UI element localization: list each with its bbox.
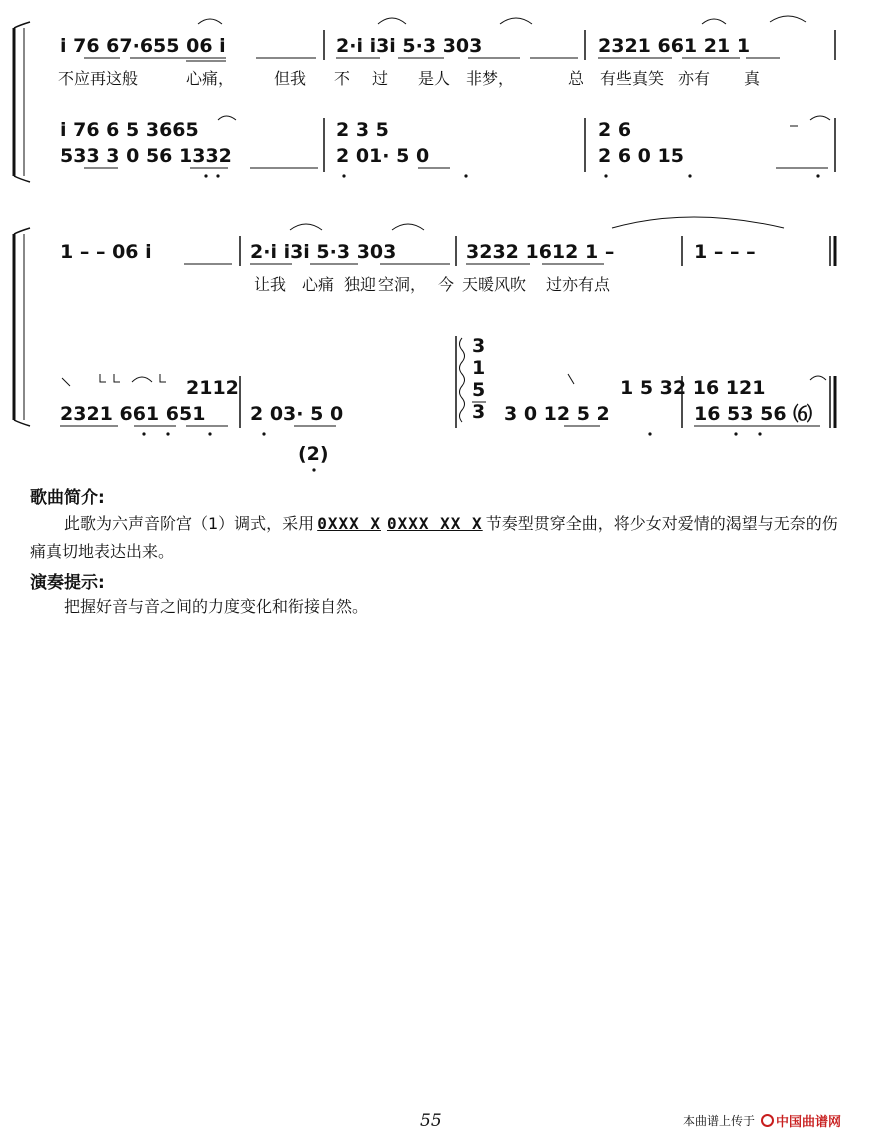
tips-paragraph: 把握好音与音之间的力度变化和衔接自然。 <box>64 597 369 616</box>
svg-text:非梦，: 非梦， <box>466 69 515 88</box>
svg-text:真: 真 <box>744 69 761 88</box>
numbered-score <box>0 0 874 480</box>
svg-text:但我: 但我 <box>274 69 307 88</box>
svg-text:不: 不 <box>334 69 351 88</box>
uploaded-text: 本曲谱上传于 <box>683 1114 756 1128</box>
svg-text:天暖风吹: 天暖风吹 <box>462 275 527 294</box>
svg-text:3: 3 <box>472 335 486 357</box>
svg-text:总: 总 <box>568 69 585 88</box>
beam-lines <box>84 58 780 61</box>
site-logo[interactable] <box>761 1111 841 1130</box>
melody-measure: 3232 1612 1 – <box>466 241 615 263</box>
logo-icon <box>761 1114 774 1127</box>
melody-measure: 2321 661 21 1 <box>598 35 751 57</box>
intro-paragraph <box>30 510 840 566</box>
accomp-lower-measure: 2 03· 5 0 <box>250 403 344 425</box>
alternate-note: (2) <box>298 443 329 465</box>
accomp-upper-measure: i 76 6 5 3665 <box>60 119 199 141</box>
svg-text:5: 5 <box>472 379 486 401</box>
accomp-upper-measure: 2112 <box>186 377 239 399</box>
lyrics-line-2 <box>254 275 611 294</box>
svg-text:过亦有点: 过亦有点 <box>546 275 611 294</box>
accomp-lower-measure: 3 0 12 5 2 <box>504 403 610 425</box>
accomp-lower-measure: 2 6 0 15 <box>598 145 684 167</box>
svg-text:今: 今 <box>438 275 455 294</box>
melody-measure: 1 – – – <box>694 241 756 263</box>
svg-text:让我: 让我 <box>254 275 287 294</box>
svg-text:1: 1 <box>472 357 486 379</box>
intro-text-before: 此歌为六声音阶宫（1）调式，采用 <box>64 514 315 533</box>
footer-credit <box>683 1111 841 1130</box>
svg-text:心痛，: 心痛， <box>186 69 235 88</box>
accomp-lower-measure: 16 53 56 ⑹ <box>694 403 813 425</box>
accomp-lower-measure: 2 01· 5 0 <box>336 145 430 167</box>
accomp-lower-measure: 533 3 0 56 1332 <box>60 145 232 167</box>
rhythm-pattern-1: 0XXX X <box>317 514 381 533</box>
svg-text:是人: 是人 <box>418 69 451 88</box>
accomp-upper-measure: 1 5 32 16 121 <box>620 377 766 399</box>
svg-text:心痛: 心痛 <box>302 275 335 294</box>
melody-measure: 2·i i3i 5·3 303 <box>250 241 397 263</box>
svg-text:不应再这般: 不应再这般 <box>58 69 139 88</box>
rhythm-pattern-2: 0XXX XX X <box>386 514 483 533</box>
svg-text:亦有: 亦有 <box>678 69 711 88</box>
svg-text:独迎: 独迎 <box>344 275 377 294</box>
svg-text:3: 3 <box>472 401 486 423</box>
intro-text-after: 节奏型贯穿全曲，将少女对爱情的渴望与无奈的伤痛真切地表达出来。 <box>30 514 838 561</box>
score-system-1 <box>14 16 835 182</box>
lyrics-line-1 <box>58 69 761 88</box>
page-number: 55 <box>420 1111 442 1131</box>
accomp-lower-measure: 2321 661 651 <box>60 403 206 425</box>
slur-marks <box>198 16 806 24</box>
accomp-upper-measure: 2 6 <box>598 119 632 141</box>
tips-heading: 演奏提示: <box>30 573 105 593</box>
melody-measure: 2·i i3i 5·3 303 <box>336 35 483 57</box>
svg-text:有些真笑: 有些真笑 <box>600 69 665 88</box>
melody-measure: 1 – – 06 i <box>60 241 152 263</box>
intro-heading: 歌曲简介: <box>30 488 105 508</box>
accomp-upper-measure: 2 3 5 <box>336 119 389 141</box>
site-name: 中国曲谱网 <box>776 1115 842 1130</box>
svg-text:过: 过 <box>372 69 389 88</box>
arpeggio-chord <box>460 335 487 423</box>
score-system-2 <box>14 217 835 472</box>
melody-measure: i 76 67·655 06 i <box>60 35 226 57</box>
svg-text:空洞，: 空洞， <box>378 275 427 294</box>
